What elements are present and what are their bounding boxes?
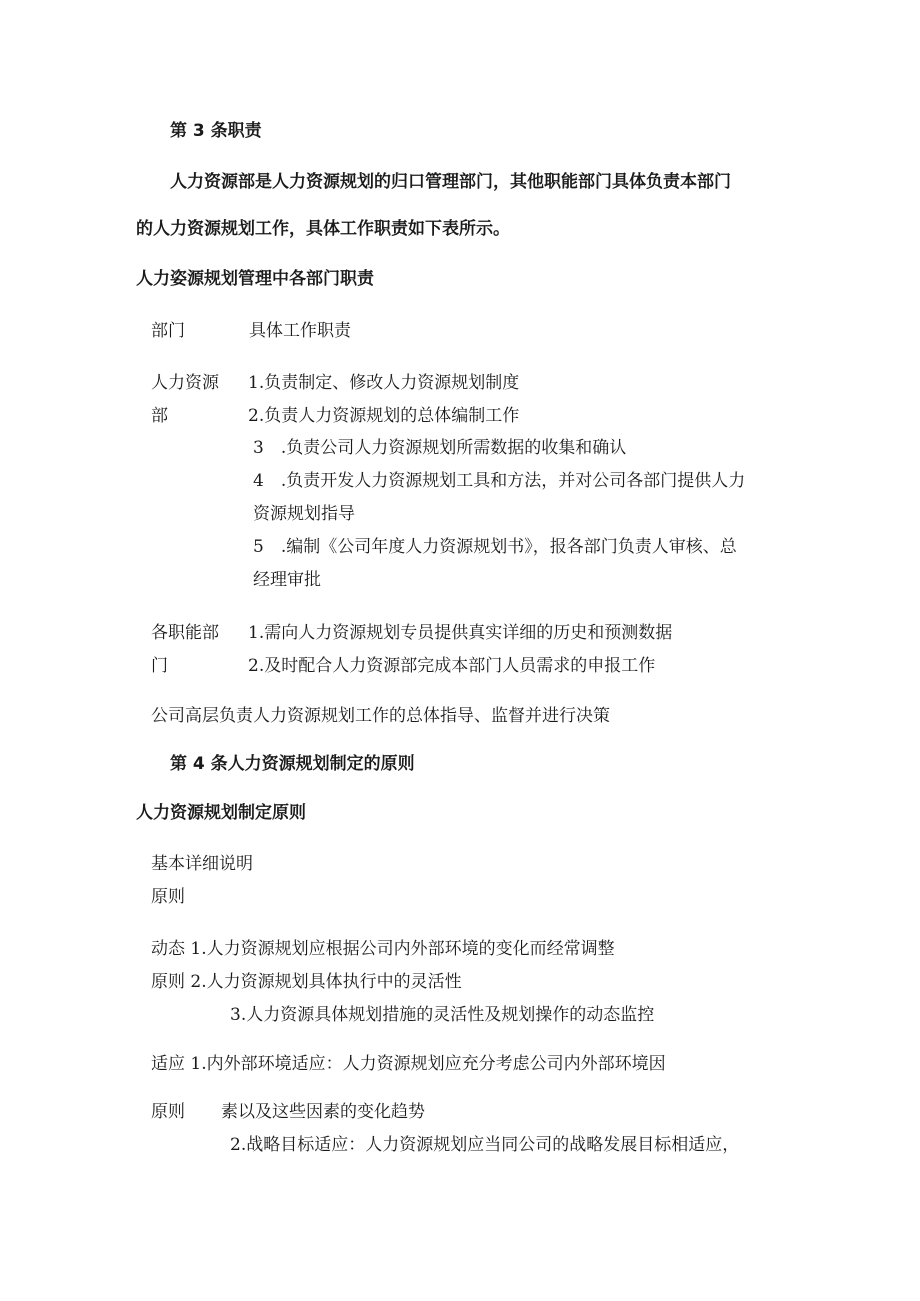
principles-header-line1: 基本详细说明 bbox=[151, 854, 253, 874]
hr-duty-1: 1.负责制定、修改人力资源规划制度 bbox=[248, 373, 520, 393]
adapt-principle-1-cont: 素以及这些因素的变化趋势 bbox=[221, 1102, 425, 1122]
hr-dept-line1: 人力资源 bbox=[151, 373, 219, 393]
article-3-heading: 第 3 条职责 bbox=[170, 121, 262, 141]
dynamic-principle-1: 动态 1.人力资源规划应根据公司内外部环境的变化而经常调整 bbox=[151, 939, 615, 959]
article-3-intro-line1: 人力资源部是人力资源规划的归口管理部门，其他职能部门具体负责本部门 bbox=[170, 172, 731, 192]
dynamic-principle-3: 3.人力资源具体规划措施的灵活性及规划操作的动态监控 bbox=[230, 1005, 655, 1025]
header-duty: 具体工作职责 bbox=[249, 321, 351, 341]
responsibility-table-title: 人力姿源规划管理中各部门职责 bbox=[136, 269, 374, 289]
functional-duty-2: 2.及时配合人力资源部完成本部门人员需求的申报工作 bbox=[248, 656, 656, 676]
hr-dept-line2: 部 bbox=[151, 406, 168, 426]
executive-row: 公司高层负责人力资源规划工作的总体指导、监督并进行决策 bbox=[151, 706, 610, 726]
hr-duty-5-line1: 5 .编制《公司年度人力资源规划书》，报各部门负责人审核、总 bbox=[253, 537, 737, 557]
hr-duty-2: 2.负责人力资源规划的总体编制工作 bbox=[248, 406, 520, 426]
article-3-intro-line2: 的人力资源规划工作，具体工作职责如下表所示。 bbox=[136, 219, 510, 239]
article-4-heading: 第 4 条人力资源规划制定的原则 bbox=[170, 754, 415, 774]
functional-duty-1: 1.需向人力资源规划专员提供真实详细的历史和预测数据 bbox=[248, 623, 673, 643]
functional-dept-line2: 门 bbox=[151, 656, 168, 676]
principles-table-title: 人力资源规划制定原则 bbox=[136, 803, 306, 823]
hr-duty-5-line2: 经理审批 bbox=[253, 570, 321, 590]
hr-duty-3: 3 .负责公司人力资源规划所需数据的收集和确认 bbox=[253, 438, 627, 458]
functional-dept-line1: 各职能部 bbox=[151, 623, 219, 643]
hr-duty-4-line1: 4 .负责开发人力资源规划工具和方法，并对公司各部门提供人力 bbox=[253, 471, 746, 491]
adapt-principle-1: 适应 1.内外部环境适应：人力资源规划应充分考虑公司内外部环境因 bbox=[151, 1054, 666, 1074]
adapt-principle-2: 2.战略目标适应：人力资源规划应当同公司的战略发展目标相适应， bbox=[230, 1135, 740, 1155]
principles-header-line2: 原则 bbox=[151, 887, 185, 907]
dynamic-principle-2: 原则 2.人力资源规划具体执行中的灵活性 bbox=[151, 972, 462, 992]
adapt-principle-label: 原则 bbox=[151, 1102, 185, 1122]
header-dept: 部门 bbox=[151, 321, 185, 341]
hr-duty-4-line2: 资源规划指导 bbox=[253, 504, 355, 524]
